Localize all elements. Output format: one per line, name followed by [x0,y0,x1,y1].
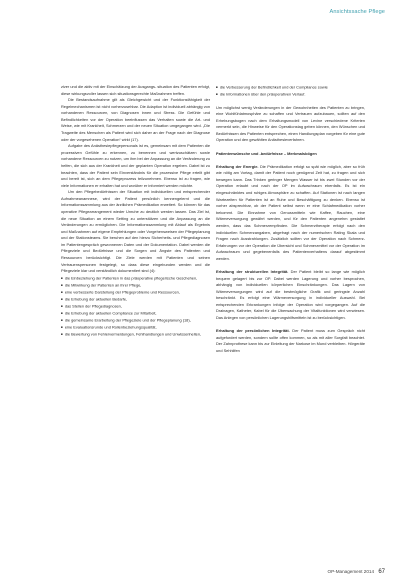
bullet-item: ■ die Verbesserung der Befindlichkeit und der Compliance sowie [216,84,365,91]
paragraph [216,328,365,354]
paragraph-lead: Erhaltung der Energie. [216,163,259,169]
bullet-list [61,275,210,338]
page-number: 67 [378,569,385,575]
page-footer [328,569,385,575]
paragraph-text: Der Patient bleibt so lange wie möglich bequem gelagert bis zur OP. Dabei werden Lagerung und vorher besprochen, abhängig von individuellen körperlichen Einschränkungen. Das Lagern von Wärmeversorgungen wird auf die bestmögliche Grafik und geringste Anzahl beschränkt. Es erfolgt eine Wärmeversorgung in individueller Auswahl. Bei entsprechenden Erkrankungen infolge der Operation wird vorgegangen. Auf die Drainagen, Katheter, Kabel für die Überwachung der Vitalfunktionen wird verwiesen. Das Anlegen von persönlichen Lagerungshilfsmitteln ist zu berücksichtigen. [216,268,366,321]
bullet-item: ■ die Informationen über den präoperativen Verlauf. [216,91,365,98]
bullet-item: ■ die Bewertung von Fehlervermeidungen, Fehlhandlungen und Unwissenheiten, [61,331,210,338]
paragraph: Um möglichst wenig Veränderungen in der Gewohnheiten des Patienten zu bringen, eine Wohlfühlatmosphäre zu schaffen und Vertrauen aufzubauen, sollten auf den Erhebungsbogen nach dem Erhaltungsmodell von Levine verschiedene Kriterien vermerkt sein, die Hinweise für den Operationstag geben können, den Wünschen und Bedürfnissen des Patienten entsprechen, einen Handlungsplan vorgeben für eine gute Operation und den gewählten Anästhesieverfahren. [216,104,365,143]
paragraph-text: Der Patient muss zum Gespräch nicht aufgefordert werden, sondern sollte offen kommen, so als mit aller Sorgfalt beachtet. Der Zahnprothese kann bis zur Einleitung der Narkose im Mund verbleiben. Hörgeräte und Sehhilfen [216,328,365,353]
paragraph-text: Die Prämedikation erfolgt so spät wie möglich, aber so früh wie nötig am Vortag, damit der Patient noch genügend Zeit hat, zu fragen und sich bewegen kann. Das Trinken geringer Mengen Wasser ist bis zwei Stunden vor der Operation erlaubt und nach der OP im Aufwachraum ebenfalls. Es ist ein eingeschränktes und ruhiges Atmosphäre zu schaffen. Auf Stationen ist nach langen Wartezeiten für Patienten ist an Ruhe und Beschäftigung zu denken. Ebenso ist vorher absprechbar, ob der Patient selbst wenn er eine Schlafmedikation vorher bekommt. Die Einnahme von Genussmitteln wie Kaffee, Rauchen, eine Wärmeversorgung gewährt werden, und für den Patienten angenehm gestaltet werden, dass das Schmerzempfinden. Die Schmerztherapie erfolgt nach den individuellen Schmerzangaben, abgefragt nach der numerischen Rating Skala und Fragen nach Ausstrahlungen. Zusätzlich sollten vor der Operation nach Schmerz-Erfahrungen vor der Operation die Übersicht und Schmerzmittel vor der Operation im Aufwachraum und gegebenenfalls des Patientenverhaltens darauf abgestimmt werden. [216,163,365,261]
text-column-left [61,84,210,337]
paragraph: Um den Pflegebedürfnissen der Situation mit individuellen und entsprechender Aufnahmeanamnese, wird der Patient persönlich kennengelernt und die Informationssammlung aus der ärztlichen Prämedikation erweitert. So können für das operative Pflegearrangement wieder Unruhe zu deutlich werden lassen. Das Ziel ist, die neue Situation an einem Setting zu unterstützen und die Anpassung an die Veränderungen zu ermöglichen. Die Informationssammlung mit Ablauf als Ergebnis und Maßnahmen auf eigene Empfehlungen oder Vorgehensweisen der Pflegeplanung und der Stationsteams. Sie beruhen auf den hierzu Sicherheits- und Pflegediagnosen im Patientengespräch gewonnenen Daten und der Dokumentation. Dabei werden die Pflegeziele und Bedürfnisse und die Sorgen und Ängste des Patienten und Ressourcen berücksichtigt. Die Ziele werden mit Patienten und seinen Vertrauenspersonen festgelegt, so dass diese eingebunden werden und die Pflegeziele klar und verständlich dokumentiert sind (4): [61,189,210,274]
bullet-list [216,84,365,98]
bullet-item: ■ eine verbesserte Darstellung der Pflegeprobleme und Ressourcen, [61,289,210,296]
paragraph: ziver und die aktiv mit der Einschätzung der Ausgangs- situation des Patienten erfolgt, diese wirkungsvoller lassen sich situationsgerechte Maßnahmen treffen. [61,84,210,96]
paragraph-lead: Erhaltung der strukturellen Integrität. [216,268,289,274]
paragraph: Die Bestandsaufnahme gilt als Gleichgewicht und der Funktionsfähigkeit der Regelmechanismen ist nicht vorherzusehbar. Die Adaption ist individuell abhängig von vorhandenen Ressourcen, von Diagnosen innen und Stress. Die Gefühle und Befindlichkeiten vor der Operation beeinflussen das Verhalten sowie die Art- und Weise, wie mit Krankheit, Schmerzen und der neuen Situation umgegangen wird. „Die Tragweite des Menschen als Patient wird sich daher an der Frage nach der Diagnose oder der vorgesehenen Operation“ wirkt (17). [61,97,210,142]
bullet-item: ■ die Erhebung der aktuellen Bedarfe, [61,296,210,303]
subheading: Patientenwünsche und -bedürfnisse – Merkmalsbögen [216,150,317,156]
text-column-right [216,84,365,354]
paragraph [216,269,365,322]
bullet-item: ■ die Mitwirkung der Patienten an ihrer Pflege, [61,282,210,289]
bullet-item: ■ die Einbeziehung der Patienten in das präoperative pflegerische Geschehen, [61,275,210,282]
bullet-item: ■ die gemeinsame Erarbeitung der Pflegeziele und der Pflegeplanung (18), [61,317,210,324]
bullet-item: ■ das Stellen der Pflegediagnosen, [61,303,210,310]
section-header: Ansichtssache Pflege [329,9,385,15]
journal-label: OP-Management 2014 [327,569,375,574]
bullet-item: ■ die Erhebung der aktuellen Compliance zur Mitarbeit, [61,310,210,317]
bullet-item: ■ eine Evaluationsrunde und Rollenbeziehungsqualität, [61,324,210,331]
paragraph: Aufgabe des Anästhesiepflegepersonals ist es, gemeinsam mit dem Patienten die prozessiven Gefühle zu erkennen, zu benennen und wertzuschätzen sowie vorhandene Ressourcen zu nutzen, um ihm bei der Anpassung an die Veränderung zu helfen, die sich aus der Krankheit und der geplanten Operation ergeben. Dabei ist zu beachten, dass der Patient sein Einverständnis für die prozessive Pflege erteilt gibt und bereit ist, sich an dem Pflegeprozess teilzunehmen. Ebenso ist zu fragen, wie viele Informationen er erhalten hat und worüber er informiert werden möchte. [61,143,210,188]
paragraph-lead: Erhaltung der persönlichen Integrität. [216,328,290,334]
paragraph [216,164,365,263]
